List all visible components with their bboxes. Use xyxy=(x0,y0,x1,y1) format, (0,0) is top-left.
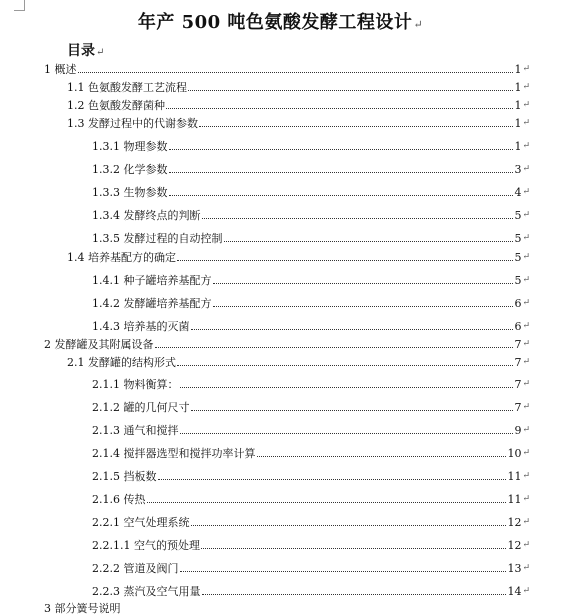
toc-entry-title: 2.1.5 挡板数 xyxy=(92,470,157,483)
toc-page-number: 1 xyxy=(514,99,522,112)
toc-page-number: 6 xyxy=(514,297,522,310)
toc-dot-leader xyxy=(188,90,513,91)
toc-entry[interactable] xyxy=(92,492,530,506)
toc-dot-leader xyxy=(158,479,507,480)
paragraph-mark-icon: ↵ xyxy=(522,100,530,110)
toc-entry[interactable] xyxy=(44,601,530,615)
toc-entry[interactable] xyxy=(92,584,530,598)
paragraph-mark-icon: ↵ xyxy=(522,425,530,435)
toc-dot-leader xyxy=(147,502,507,503)
toc-entry[interactable] xyxy=(67,80,530,94)
paragraph-mark-icon: ↵ xyxy=(522,540,530,550)
toc-entry[interactable] xyxy=(92,446,530,460)
toc-entry[interactable] xyxy=(92,469,530,483)
toc-page-number: 7 xyxy=(514,378,522,391)
toc-dot-leader xyxy=(191,329,514,330)
toc-entry-title: 2.1.4 搅拌器选型和搅拌功率计算 xyxy=(92,447,256,460)
toc-entry[interactable] xyxy=(44,62,530,76)
paragraph-mark-icon: ↵ xyxy=(522,357,530,367)
toc-dot-leader xyxy=(202,594,507,595)
toc-dot-leader xyxy=(201,548,506,549)
paragraph-mark-icon: ↵ xyxy=(96,47,105,58)
toc-entry-title: 1.3.2 化学参数 xyxy=(92,163,168,176)
toc-entry[interactable] xyxy=(92,139,530,153)
toc-page-number: 3 xyxy=(514,163,522,176)
toc-dot-leader xyxy=(169,195,514,196)
toc-dot-leader xyxy=(180,387,514,388)
toc-entry-title: 2.1.2 罐的几何尺寸 xyxy=(92,401,190,414)
toc-entry-title: 1.3.4 发酵终点的判断 xyxy=(92,209,201,222)
toc-entry[interactable] xyxy=(92,515,530,529)
toc-entry-title: 1 概述 xyxy=(44,63,77,76)
toc-page-number: 12 xyxy=(507,516,522,529)
toc-page-number: 7 xyxy=(514,401,522,414)
toc-entry-title: 1.3 发酵过程中的代谢参数 xyxy=(67,117,198,130)
toc-page-number: 14 xyxy=(507,585,522,598)
toc-entry-title: 2.2.2 管道及阀门 xyxy=(92,562,179,575)
toc-page-number: 5 xyxy=(514,251,522,264)
toc-entry-title: 1.4.2 发酵罐培养基配方 xyxy=(92,297,212,310)
toc-entry[interactable] xyxy=(92,162,530,176)
paragraph-mark-icon: ↵ xyxy=(522,379,530,389)
toc-heading xyxy=(67,40,104,60)
toc-entry-title: 2.1 发酵罐的结构形式 xyxy=(67,356,176,369)
paragraph-mark-icon: ↵ xyxy=(522,252,530,262)
toc-entry-title: 1.3.5 发酵过程的自动控制 xyxy=(92,232,223,245)
paragraph-mark-icon: ↵ xyxy=(522,141,530,151)
toc-entry[interactable] xyxy=(67,355,530,369)
toc-page-number: 1 xyxy=(514,117,522,130)
toc-dot-leader xyxy=(213,306,514,307)
toc-dot-leader xyxy=(78,72,514,73)
paragraph-mark-icon: ↵ xyxy=(522,164,530,174)
paragraph-mark-icon: ↵ xyxy=(522,402,530,412)
paragraph-mark-icon: ↵ xyxy=(413,18,424,31)
document-title-text: 年产 500 吨色氨酸发酵工程设计 xyxy=(137,12,413,33)
toc-entry-title: 1.1 色氨酸发酵工艺流程 xyxy=(67,81,187,94)
toc-entry-title: 1.4 培养基配方的确定 xyxy=(67,251,176,264)
toc-entry-title: 2.2.1 空气处理系统 xyxy=(92,516,190,529)
paragraph-mark-icon: ↵ xyxy=(522,586,530,596)
paragraph-mark-icon: ↵ xyxy=(522,187,530,197)
toc-page-number: 11 xyxy=(507,470,522,483)
paragraph-mark-icon: ↵ xyxy=(522,471,530,481)
toc-dot-leader xyxy=(169,172,514,173)
paragraph-mark-icon: ↵ xyxy=(522,448,530,458)
toc-entry-title: 2.1.1 物料衡算： xyxy=(92,378,179,391)
toc-dot-leader xyxy=(213,283,514,284)
toc-entry[interactable] xyxy=(92,296,530,310)
toc-dot-leader xyxy=(166,108,513,109)
toc-entry-title: 1.3.1 物理参数 xyxy=(92,140,168,153)
paragraph-mark-icon: ↵ xyxy=(522,82,530,92)
toc-dot-leader xyxy=(177,365,513,366)
toc-entry[interactable] xyxy=(44,337,530,351)
toc-page-number: 5 xyxy=(514,209,522,222)
toc-entry[interactable] xyxy=(92,208,530,222)
toc-entry[interactable] xyxy=(67,98,530,112)
toc-entry-title: 1.4.1 种子罐培养基配方 xyxy=(92,274,212,287)
toc-dot-leader xyxy=(191,410,514,411)
toc-dot-leader xyxy=(224,241,514,242)
toc-page-number: 6 xyxy=(514,320,522,333)
toc-entry[interactable] xyxy=(92,423,530,437)
toc-entry-title: 2.1.6 传热 xyxy=(92,493,146,506)
toc-dot-leader xyxy=(191,525,507,526)
toc-page-number: 1 xyxy=(514,140,522,153)
toc-dot-leader xyxy=(199,126,513,127)
toc-entry-title: 1.4.3 培养基的灭菌 xyxy=(92,320,190,333)
toc-entry[interactable] xyxy=(92,561,530,575)
toc-page-number: 1 xyxy=(514,63,522,76)
toc-entry[interactable] xyxy=(92,231,530,245)
toc-entry-title: 3 部分簧号说明 xyxy=(44,602,121,615)
toc-entry[interactable] xyxy=(92,377,530,391)
paragraph-mark-icon: ↵ xyxy=(522,118,530,128)
toc-page-number: 1 xyxy=(514,81,522,94)
toc-dot-leader xyxy=(177,260,513,261)
toc-entry[interactable] xyxy=(92,400,530,414)
paragraph-mark-icon: ↵ xyxy=(522,210,530,220)
toc-entry[interactable] xyxy=(92,538,530,552)
toc-dot-leader xyxy=(180,571,507,572)
toc-page-number: 9 xyxy=(514,424,522,437)
toc-entry[interactable] xyxy=(67,116,530,130)
toc-page-number: 12 xyxy=(507,539,522,552)
toc-page-number: 11 xyxy=(507,493,522,506)
toc-entry-title: 1.3.3 生物参数 xyxy=(92,186,168,199)
paragraph-mark-icon: ↵ xyxy=(522,339,530,349)
toc-entry-title: 2 发酵罐及其附属设备 xyxy=(44,338,154,351)
document-title xyxy=(0,8,561,34)
toc-page-number: 4 xyxy=(514,186,522,199)
toc-page-number: 7 xyxy=(514,356,522,369)
paragraph-mark-icon: ↵ xyxy=(522,298,530,308)
toc-entry[interactable] xyxy=(92,319,530,333)
paragraph-mark-icon: ↵ xyxy=(522,517,530,527)
paragraph-mark-icon: ↵ xyxy=(522,321,530,331)
toc-page-number: 10 xyxy=(507,447,522,460)
toc-page-number: 13 xyxy=(507,562,522,575)
toc-heading-text: 目录 xyxy=(67,43,95,59)
toc-entry[interactable] xyxy=(92,185,530,199)
paragraph-mark-icon: ↵ xyxy=(522,494,530,504)
paragraph-mark-icon: ↵ xyxy=(522,275,530,285)
paragraph-mark-icon: ↵ xyxy=(522,233,530,243)
toc-entry-title: 2.2.3 蒸汽及空气用量 xyxy=(92,585,201,598)
toc-dot-leader xyxy=(180,433,514,434)
toc-page-number: 7 xyxy=(514,338,522,351)
paragraph-mark-icon: ↵ xyxy=(522,563,530,573)
toc-entry-title: 2.2.1.1 空气的预处理 xyxy=(92,539,200,552)
toc-page-number: 5 xyxy=(514,274,522,287)
paragraph-mark-icon: ↵ xyxy=(522,64,530,74)
toc-dot-leader xyxy=(155,347,514,348)
toc-dot-leader xyxy=(257,456,507,457)
toc-entry-title: 1.2 色氨酸发酵菌种 xyxy=(67,99,165,112)
toc-page-number: 5 xyxy=(514,232,522,245)
toc-dot-leader xyxy=(169,149,514,150)
toc-entry[interactable] xyxy=(92,273,530,287)
toc-entry-title: 2.1.3 通气和搅拌 xyxy=(92,424,179,437)
toc-entry[interactable] xyxy=(67,250,530,264)
toc-dot-leader xyxy=(202,218,514,219)
